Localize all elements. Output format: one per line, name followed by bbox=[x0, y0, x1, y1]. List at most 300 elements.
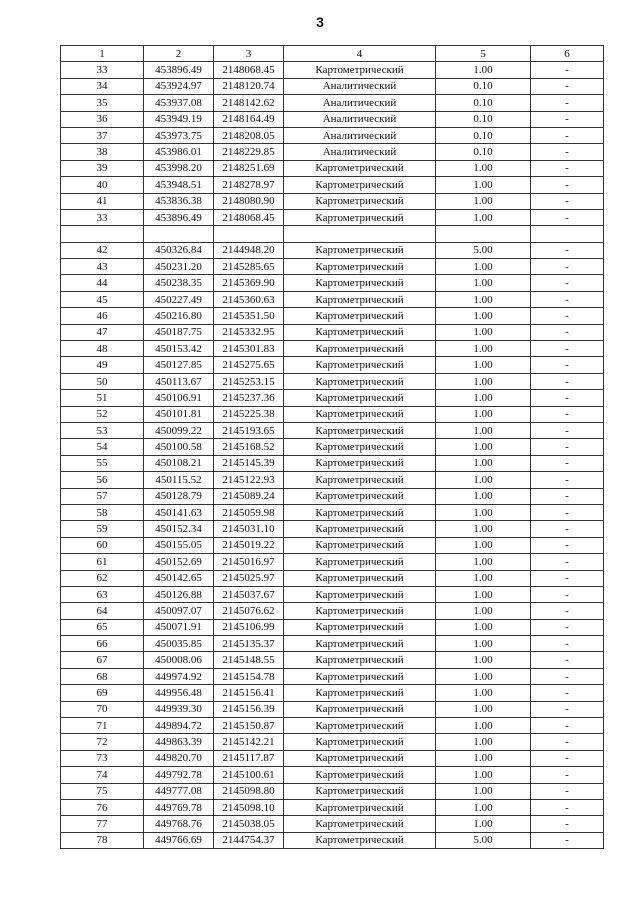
table-cell: 2145016.97 bbox=[214, 554, 284, 570]
table-cell: 38 bbox=[61, 144, 144, 160]
table-row bbox=[61, 308, 604, 324]
section-separator-row bbox=[61, 226, 604, 242]
table-cell: 2145193.65 bbox=[214, 422, 284, 438]
table-cell: 453924.97 bbox=[144, 78, 214, 94]
table-cell: 0.10 bbox=[436, 111, 531, 127]
table-row bbox=[61, 767, 604, 783]
table-cell: 2148208.05 bbox=[214, 127, 284, 143]
table-cell: Картометрический bbox=[284, 767, 436, 783]
table-row bbox=[61, 127, 604, 143]
table-cell: - bbox=[531, 422, 604, 438]
table-row bbox=[61, 652, 604, 668]
table-cell: 75 bbox=[61, 783, 144, 799]
table-cell: 450326.84 bbox=[144, 242, 214, 258]
table-cell: 453896.49 bbox=[144, 62, 214, 78]
table-cell: - bbox=[531, 324, 604, 340]
table-cell: 48 bbox=[61, 341, 144, 357]
table-row bbox=[61, 701, 604, 717]
table-cell: 2144754.37 bbox=[214, 832, 284, 848]
table-cell: - bbox=[531, 78, 604, 94]
table-cell: 2148068.45 bbox=[214, 209, 284, 225]
table-cell: 2145142.21 bbox=[214, 734, 284, 750]
table-row bbox=[61, 799, 604, 815]
table-cell: 74 bbox=[61, 767, 144, 783]
table-cell: 2145253.15 bbox=[214, 373, 284, 389]
table-cell: Картометрический bbox=[284, 488, 436, 504]
table-cell: 1.00 bbox=[436, 521, 531, 537]
table-cell: - bbox=[531, 586, 604, 602]
table-cell: Картометрический bbox=[284, 422, 436, 438]
table-cell: - bbox=[531, 750, 604, 766]
table-cell: 450108.21 bbox=[144, 455, 214, 471]
table-cell: 59 bbox=[61, 521, 144, 537]
table-row bbox=[61, 62, 604, 78]
table-cell: 450142.65 bbox=[144, 570, 214, 586]
table-cell: 2145332.95 bbox=[214, 324, 284, 340]
table-cell: Картометрический bbox=[284, 357, 436, 373]
table-cell: 1.00 bbox=[436, 799, 531, 815]
table-cell: - bbox=[531, 357, 604, 373]
table-cell: 450097.07 bbox=[144, 603, 214, 619]
table-row bbox=[61, 750, 604, 766]
table-cell: 2145351.50 bbox=[214, 308, 284, 324]
table-cell: 2145089.24 bbox=[214, 488, 284, 504]
table-cell: 42 bbox=[61, 242, 144, 258]
table-row bbox=[61, 291, 604, 307]
table-cell: 2145285.65 bbox=[214, 259, 284, 275]
table-cell: 1.00 bbox=[436, 636, 531, 652]
table-cell: Картометрический bbox=[284, 439, 436, 455]
table-row bbox=[61, 636, 604, 652]
table-cell: 76 bbox=[61, 799, 144, 815]
table-cell: - bbox=[531, 177, 604, 193]
table-cell: 2145154.78 bbox=[214, 668, 284, 684]
table-cell: - bbox=[531, 144, 604, 160]
table-cell: 56 bbox=[61, 472, 144, 488]
table-cell: 1.00 bbox=[436, 504, 531, 520]
table-cell: Картометрический bbox=[284, 242, 436, 258]
table-cell: 0.10 bbox=[436, 95, 531, 111]
table-cell: 44 bbox=[61, 275, 144, 291]
table-cell: Картометрический bbox=[284, 554, 436, 570]
empty-cell bbox=[61, 226, 144, 242]
table-cell: Картометрический bbox=[284, 816, 436, 832]
table-cell: Картометрический bbox=[284, 406, 436, 422]
table-cell: 2145025.97 bbox=[214, 570, 284, 586]
table-cell: 41 bbox=[61, 193, 144, 209]
table-cell: 2145038.05 bbox=[214, 816, 284, 832]
table-cell: Картометрический bbox=[284, 209, 436, 225]
table-cell: 62 bbox=[61, 570, 144, 586]
table-row bbox=[61, 341, 604, 357]
table-cell: 2145156.39 bbox=[214, 701, 284, 717]
table-cell: 450126.88 bbox=[144, 586, 214, 602]
table-cell: 0.10 bbox=[436, 127, 531, 143]
table-cell: 2148080.90 bbox=[214, 193, 284, 209]
table-cell: - bbox=[531, 472, 604, 488]
table-cell: - bbox=[531, 373, 604, 389]
table-cell: - bbox=[531, 554, 604, 570]
table-cell: - bbox=[531, 95, 604, 111]
table-row bbox=[61, 275, 604, 291]
table-cell: 2145098.80 bbox=[214, 783, 284, 799]
table-row bbox=[61, 504, 604, 520]
table-cell: Картометрический bbox=[284, 160, 436, 176]
table-row bbox=[61, 783, 604, 799]
table-cell: - bbox=[531, 636, 604, 652]
table-cell: 1.00 bbox=[436, 160, 531, 176]
table-cell: Картометрический bbox=[284, 177, 436, 193]
table-row bbox=[61, 537, 604, 553]
table-row bbox=[61, 324, 604, 340]
table-cell: - bbox=[531, 291, 604, 307]
table-cell: 450099.22 bbox=[144, 422, 214, 438]
table-cell: Картометрический bbox=[284, 750, 436, 766]
table-cell: 450216.80 bbox=[144, 308, 214, 324]
table-cell: 1.00 bbox=[436, 291, 531, 307]
table-cell: 40 bbox=[61, 177, 144, 193]
table-cell: 1.00 bbox=[436, 472, 531, 488]
table-row bbox=[61, 603, 604, 619]
table-row bbox=[61, 619, 604, 635]
table-cell: - bbox=[531, 603, 604, 619]
table-cell: - bbox=[531, 767, 604, 783]
table-cell: 1.00 bbox=[436, 488, 531, 504]
coordinates-table bbox=[60, 45, 604, 849]
table-cell: 67 bbox=[61, 652, 144, 668]
table-cell: 1.00 bbox=[436, 734, 531, 750]
table-cell: 450141.63 bbox=[144, 504, 214, 520]
table-cell: - bbox=[531, 242, 604, 258]
table-cell: 0.10 bbox=[436, 78, 531, 94]
table-cell: 2144948.20 bbox=[214, 242, 284, 258]
table-cell: 72 bbox=[61, 734, 144, 750]
table-row bbox=[61, 685, 604, 701]
table-cell: - bbox=[531, 718, 604, 734]
table-cell: 2148068.45 bbox=[214, 62, 284, 78]
table-cell: 66 bbox=[61, 636, 144, 652]
table-row bbox=[61, 357, 604, 373]
table-cell: 77 bbox=[61, 816, 144, 832]
table-cell: 450152.69 bbox=[144, 554, 214, 570]
table-cell: - bbox=[531, 455, 604, 471]
table-cell: Картометрический bbox=[284, 308, 436, 324]
table-cell: 2148251.69 bbox=[214, 160, 284, 176]
table-cell: 450128.79 bbox=[144, 488, 214, 504]
table-cell: 2145106.99 bbox=[214, 619, 284, 635]
table-row bbox=[61, 390, 604, 406]
table-cell: 1.00 bbox=[436, 455, 531, 471]
table-cell: 49 bbox=[61, 357, 144, 373]
empty-cell bbox=[214, 226, 284, 242]
table-cell: 450231.20 bbox=[144, 259, 214, 275]
table-cell: 1.00 bbox=[436, 619, 531, 635]
table-cell: 2145148.55 bbox=[214, 652, 284, 668]
table-cell: - bbox=[531, 275, 604, 291]
column-header: 4 bbox=[284, 46, 436, 62]
empty-cell bbox=[531, 226, 604, 242]
table-cell: 449939.30 bbox=[144, 701, 214, 717]
table-cell: - bbox=[531, 62, 604, 78]
table-cell: 450152.34 bbox=[144, 521, 214, 537]
table-cell: 2148164.49 bbox=[214, 111, 284, 127]
table-cell: Картометрический bbox=[284, 718, 436, 734]
table-cell: 2145301.83 bbox=[214, 341, 284, 357]
table-row bbox=[61, 718, 604, 734]
column-header: 2 bbox=[144, 46, 214, 62]
table-cell: Картометрический bbox=[284, 455, 436, 471]
table-cell: 2148229.85 bbox=[214, 144, 284, 160]
table-cell: - bbox=[531, 685, 604, 701]
table-row bbox=[61, 209, 604, 225]
table-cell: 64 bbox=[61, 603, 144, 619]
table-cell: 450238.35 bbox=[144, 275, 214, 291]
table-cell: 1.00 bbox=[436, 750, 531, 766]
table-cell: Картометрический bbox=[284, 652, 436, 668]
table-cell: Картометрический bbox=[284, 390, 436, 406]
table-cell: 449863.39 bbox=[144, 734, 214, 750]
table-cell: 2145360.63 bbox=[214, 291, 284, 307]
table-cell: 58 bbox=[61, 504, 144, 520]
table-cell: 1.00 bbox=[436, 62, 531, 78]
table-cell: 1.00 bbox=[436, 668, 531, 684]
table-row bbox=[61, 439, 604, 455]
empty-cell bbox=[436, 226, 531, 242]
table-cell: 1.00 bbox=[436, 177, 531, 193]
table-cell: Картометрический bbox=[284, 275, 436, 291]
table-cell: - bbox=[531, 832, 604, 848]
table-cell: 450100.58 bbox=[144, 439, 214, 455]
table-cell: 36 bbox=[61, 111, 144, 127]
table-cell: 1.00 bbox=[436, 193, 531, 209]
table-cell: 45 bbox=[61, 291, 144, 307]
table-cell: 70 bbox=[61, 701, 144, 717]
table-cell: 1.00 bbox=[436, 406, 531, 422]
table-cell: 34 bbox=[61, 78, 144, 94]
table-cell: 2145225.38 bbox=[214, 406, 284, 422]
table-row bbox=[61, 816, 604, 832]
table-cell: 60 bbox=[61, 537, 144, 553]
table-cell: 1.00 bbox=[436, 209, 531, 225]
table-cell: 1.00 bbox=[436, 422, 531, 438]
table-cell: 449768.76 bbox=[144, 816, 214, 832]
table-cell: Картометрический bbox=[284, 636, 436, 652]
table-cell: 78 bbox=[61, 832, 144, 848]
table-cell: 450071.91 bbox=[144, 619, 214, 635]
table-cell: 2145098.10 bbox=[214, 799, 284, 815]
table-cell: Картометрический bbox=[284, 832, 436, 848]
table-cell: 1.00 bbox=[436, 357, 531, 373]
table-cell: 52 bbox=[61, 406, 144, 422]
table-cell: 2145019.22 bbox=[214, 537, 284, 553]
table-cell: 1.00 bbox=[436, 373, 531, 389]
table-cell: 450101.81 bbox=[144, 406, 214, 422]
table-cell: - bbox=[531, 111, 604, 127]
table-cell: 33 bbox=[61, 62, 144, 78]
table-cell: - bbox=[531, 193, 604, 209]
table-cell: 2145059.98 bbox=[214, 504, 284, 520]
table-cell: Картометрический bbox=[284, 291, 436, 307]
table-cell: 450155.05 bbox=[144, 537, 214, 553]
table-cell: Картометрический bbox=[284, 537, 436, 553]
table-cell: 71 bbox=[61, 718, 144, 734]
column-header: 3 bbox=[214, 46, 284, 62]
table-cell: Картометрический bbox=[284, 521, 436, 537]
table-cell: Картометрический bbox=[284, 783, 436, 799]
table-cell: 2145275.65 bbox=[214, 357, 284, 373]
table-cell: 1.00 bbox=[436, 259, 531, 275]
table-cell: 453937.08 bbox=[144, 95, 214, 111]
table-row bbox=[61, 455, 604, 471]
table-cell: - bbox=[531, 799, 604, 815]
table-body bbox=[61, 62, 604, 849]
table-cell: Аналитический bbox=[284, 127, 436, 143]
column-header: 5 bbox=[436, 46, 531, 62]
table-cell: 453998.20 bbox=[144, 160, 214, 176]
table-cell: - bbox=[531, 783, 604, 799]
table-cell: 1.00 bbox=[436, 390, 531, 406]
table-cell: 2145037.67 bbox=[214, 586, 284, 602]
table-cell: 73 bbox=[61, 750, 144, 766]
table-row bbox=[61, 78, 604, 94]
table-cell: 450008.06 bbox=[144, 652, 214, 668]
table-cell: 54 bbox=[61, 439, 144, 455]
table-row bbox=[61, 242, 604, 258]
table-cell: 1.00 bbox=[436, 685, 531, 701]
table-cell: Картометрический bbox=[284, 324, 436, 340]
table-cell: 69 bbox=[61, 685, 144, 701]
table-row bbox=[61, 422, 604, 438]
table-cell: Картометрический bbox=[284, 62, 436, 78]
table-cell: 55 bbox=[61, 455, 144, 471]
table-cell: Картометрический bbox=[284, 373, 436, 389]
table-row bbox=[61, 95, 604, 111]
table-cell: 1.00 bbox=[436, 308, 531, 324]
table-cell: Аналитический bbox=[284, 111, 436, 127]
table-cell: - bbox=[531, 619, 604, 635]
table-cell: Картометрический bbox=[284, 701, 436, 717]
table-cell: 35 bbox=[61, 95, 144, 111]
table-cell: 2145117.87 bbox=[214, 750, 284, 766]
table-cell: Картометрический bbox=[284, 259, 436, 275]
table-cell: 449769.78 bbox=[144, 799, 214, 815]
table-cell: Аналитический bbox=[284, 144, 436, 160]
table-cell: 450227.49 bbox=[144, 291, 214, 307]
table-cell: - bbox=[531, 701, 604, 717]
table-row bbox=[61, 832, 604, 848]
table-cell: 2145156.41 bbox=[214, 685, 284, 701]
table-cell: 449974.92 bbox=[144, 668, 214, 684]
table-cell: - bbox=[531, 259, 604, 275]
table-row bbox=[61, 160, 604, 176]
table-row bbox=[61, 570, 604, 586]
table-cell: 449956.48 bbox=[144, 685, 214, 701]
table-cell: - bbox=[531, 390, 604, 406]
table-row bbox=[61, 177, 604, 193]
table-cell: 1.00 bbox=[436, 718, 531, 734]
table-cell: 2148278.97 bbox=[214, 177, 284, 193]
table-cell: 5.00 bbox=[436, 242, 531, 258]
table-cell: 2145135.37 bbox=[214, 636, 284, 652]
table-cell: Картометрический bbox=[284, 472, 436, 488]
table-cell: 50 bbox=[61, 373, 144, 389]
table-row bbox=[61, 373, 604, 389]
table-header-row bbox=[61, 46, 604, 62]
table-cell: 1.00 bbox=[436, 324, 531, 340]
table-row bbox=[61, 111, 604, 127]
table-cell: 1.00 bbox=[436, 701, 531, 717]
page-number: 3 bbox=[316, 14, 324, 30]
table-cell: 2145145.39 bbox=[214, 455, 284, 471]
table-cell: - bbox=[531, 570, 604, 586]
table-cell: - bbox=[531, 652, 604, 668]
table-cell: 1.00 bbox=[436, 275, 531, 291]
table-cell: 2145076.62 bbox=[214, 603, 284, 619]
table-cell: 65 bbox=[61, 619, 144, 635]
table-cell: 2145237.36 bbox=[214, 390, 284, 406]
table-cell: 63 bbox=[61, 586, 144, 602]
table-cell: 2145122.93 bbox=[214, 472, 284, 488]
table-row bbox=[61, 488, 604, 504]
table-row bbox=[61, 259, 604, 275]
table-cell: Картометрический bbox=[284, 341, 436, 357]
table-row bbox=[61, 521, 604, 537]
table-cell: 1.00 bbox=[436, 586, 531, 602]
table-cell: - bbox=[531, 734, 604, 750]
table-cell: 43 bbox=[61, 259, 144, 275]
table-cell: 1.00 bbox=[436, 767, 531, 783]
table-cell: 453948.51 bbox=[144, 177, 214, 193]
table-cell: 5.00 bbox=[436, 832, 531, 848]
table-cell: 1.00 bbox=[436, 783, 531, 799]
table-cell: 2145031.10 bbox=[214, 521, 284, 537]
table-row bbox=[61, 193, 604, 209]
table-cell: Картометрический bbox=[284, 619, 436, 635]
table-cell: 450106.91 bbox=[144, 390, 214, 406]
table-cell: Картометрический bbox=[284, 586, 436, 602]
table-cell: 1.00 bbox=[436, 816, 531, 832]
table-cell: 449820.70 bbox=[144, 750, 214, 766]
table-cell: Картометрический bbox=[284, 193, 436, 209]
table-cell: 2145100.61 bbox=[214, 767, 284, 783]
table-cell: 47 bbox=[61, 324, 144, 340]
table-row bbox=[61, 734, 604, 750]
table-cell: - bbox=[531, 160, 604, 176]
table-cell: 453949.19 bbox=[144, 111, 214, 127]
table-cell: 449777.08 bbox=[144, 783, 214, 799]
empty-cell bbox=[284, 226, 436, 242]
table-cell: 2148120.74 bbox=[214, 78, 284, 94]
table-cell: 453896.49 bbox=[144, 209, 214, 225]
table-row bbox=[61, 586, 604, 602]
table-cell: Аналитический bbox=[284, 95, 436, 111]
table-cell: 61 bbox=[61, 554, 144, 570]
table-cell: 0.10 bbox=[436, 144, 531, 160]
table-cell: 1.00 bbox=[436, 652, 531, 668]
table-cell: 449894.72 bbox=[144, 718, 214, 734]
table-cell: 1.00 bbox=[436, 603, 531, 619]
column-header: 1 bbox=[61, 46, 144, 62]
table-cell: - bbox=[531, 127, 604, 143]
table-cell: 2148142.62 bbox=[214, 95, 284, 111]
table-cell: 1.00 bbox=[436, 554, 531, 570]
table-cell: Картометрический bbox=[284, 504, 436, 520]
table-cell: 450035.85 bbox=[144, 636, 214, 652]
table-cell: 1.00 bbox=[436, 570, 531, 586]
table-row bbox=[61, 668, 604, 684]
table-cell: - bbox=[531, 439, 604, 455]
table-cell: - bbox=[531, 406, 604, 422]
